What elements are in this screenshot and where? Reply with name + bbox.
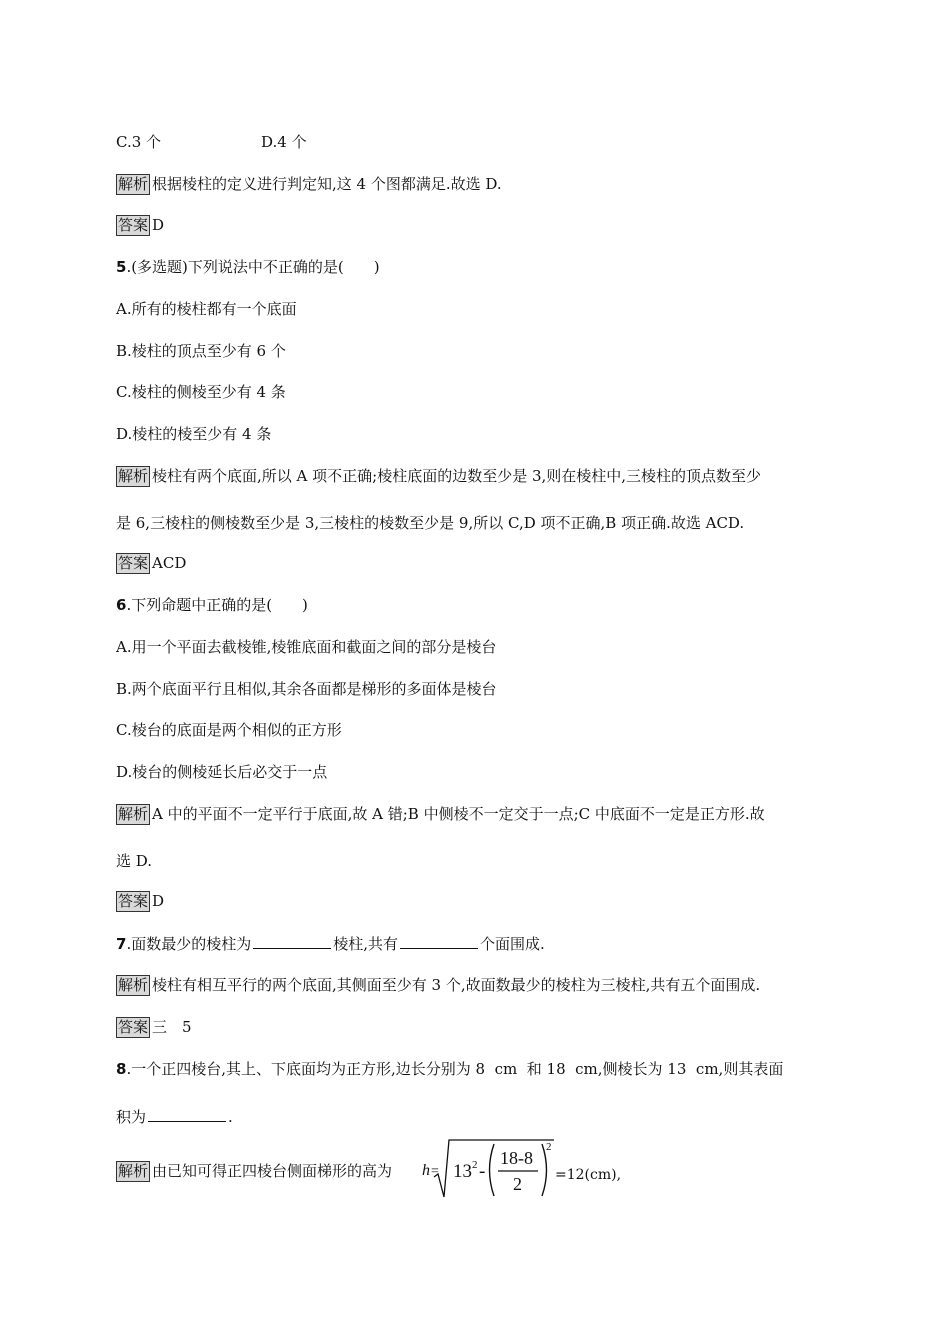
- q5-analysis-line2: 是 6,三棱柱的侧棱数至少是 3,三棱柱的棱数至少是 9,所以 C,D 项不正确,B 项正确.故选 ACD.: [116, 514, 745, 532]
- q8-stem-line2-part2: .: [228, 1108, 233, 1126]
- q6-answer-text: D: [152, 892, 165, 910]
- radical-sign: [434, 1140, 554, 1197]
- answer-tag: 答案: [118, 892, 149, 910]
- q8-stem-line1: .一个正四棱台,其上、下底面均为正方形,边长分别为 8 cm 和 18 cm,侧棱长为 13 cm,则其表面: [126, 1060, 784, 1078]
- q6-answer: [116, 890, 164, 912]
- q8-number: 8: [116, 1060, 127, 1078]
- q5-answer-text: ACD: [152, 554, 187, 572]
- analysis-tag: 解析: [118, 467, 149, 485]
- analysis-tag: 解析: [118, 1162, 149, 1180]
- q7-number: 7: [116, 935, 127, 953]
- analysis-tag: 解析: [118, 805, 149, 823]
- formula-variable: h: [422, 1162, 430, 1179]
- formula-exp: 2: [472, 1159, 478, 1171]
- height-formula: [422, 1137, 642, 1205]
- q7-analysis-text: 棱柱有相互平行的两个底面,其侧面至少有 3 个,故面数最少的棱柱为三棱柱,共有五个面围成.: [152, 976, 761, 994]
- q5-answer: [116, 552, 186, 574]
- q7-answer: [116, 1016, 192, 1038]
- q7-answer-text: 三 5: [152, 1018, 192, 1036]
- answer-tag: 答案: [118, 216, 149, 234]
- q5-option-d: D.棱柱的棱至少有 4 条: [116, 425, 272, 443]
- q6-option-b: B.两个底面平行且相似,其余各面都是梯形的多面体是棱台: [116, 680, 497, 698]
- q4-analysis: [116, 173, 502, 195]
- q5-stem: [116, 256, 380, 278]
- q6-stem-text: .下列命题中正确的是( ): [126, 596, 308, 614]
- q6-analysis-line1: A 中的平面不一定平行于底面,故 A 错;B 中侧棱不一定交于一点;C 中底面不一定是正方形.故: [152, 805, 765, 823]
- q6-option-a: A.用一个平面去截棱锥,棱锥底面和截面之间的部分是棱台: [116, 638, 497, 656]
- q8-analysis: [116, 1160, 392, 1182]
- formula-minus: -: [479, 1161, 486, 1182]
- q5-analysis: [116, 465, 761, 487]
- q8-stem-line2-part1: 积为: [116, 1108, 147, 1126]
- q4-analysis-text: 根据棱柱的定义进行判定知,这 4 个图都满足.故选 D.: [152, 175, 502, 193]
- left-paren: [490, 1144, 495, 1196]
- fill-blank-1[interactable]: [253, 932, 331, 949]
- fill-blank-3[interactable]: [148, 1105, 226, 1122]
- q5-option-c: C.棱柱的侧棱至少有 4 条: [116, 383, 286, 401]
- q6-stem: [116, 594, 308, 616]
- q6-option-c: C.棱台的底面是两个相似的正方形: [116, 721, 342, 739]
- formula-result: =12(cm),: [555, 1167, 622, 1183]
- q8-stem: [116, 1058, 783, 1080]
- q5-analysis-line1: 棱柱有两个底面,所以 A 项不正确;棱柱底面的边数至少是 3,则在棱柱中,三棱柱的顶点数至少: [152, 467, 762, 485]
- formula-numerator: 18-8: [500, 1148, 533, 1168]
- formula-denominator: 2: [513, 1174, 522, 1194]
- q7-analysis: [116, 974, 760, 996]
- q7-stem-part3: 个面围成.: [480, 935, 545, 953]
- q5-number: 5: [116, 258, 127, 276]
- q4-answer: [116, 214, 164, 236]
- formula-outer-exp: 2: [546, 1141, 552, 1153]
- analysis-tag: 解析: [118, 175, 149, 193]
- q8-stem-line2: [116, 1105, 233, 1128]
- formula-base: 13: [453, 1161, 472, 1182]
- q6-analysis-line2: 选 D.: [116, 852, 153, 870]
- q7-stem: [116, 932, 545, 955]
- q6-analysis: [116, 803, 765, 825]
- q6-number: 6: [116, 596, 127, 614]
- q5-option-a: A.所有的棱柱都有一个底面: [116, 300, 297, 318]
- q7-stem-part1: .面数最少的棱柱为: [126, 935, 252, 953]
- q4-answer-text: D: [152, 216, 165, 234]
- analysis-tag: 解析: [118, 976, 149, 994]
- q6-option-d: D.棱台的侧棱延长后必交于一点: [116, 763, 328, 781]
- q7-stem-part2: 棱柱,共有: [333, 935, 398, 953]
- fill-blank-2[interactable]: [400, 932, 478, 949]
- q4-options-row: [116, 131, 307, 153]
- q8-analysis-text: 由已知可得正四棱台侧面梯形的高为: [152, 1162, 393, 1180]
- q5-stem-text: .(多选题)下列说法中不正确的是( ): [126, 258, 380, 276]
- q4-option-d: D.4 个: [261, 133, 307, 151]
- q4-option-c: C.3 个: [116, 133, 162, 151]
- q5-option-b: B.棱柱的顶点至少有 6 个: [116, 342, 286, 360]
- formula-equals: =: [431, 1164, 439, 1179]
- answer-tag: 答案: [118, 1018, 149, 1036]
- answer-tag: 答案: [118, 554, 149, 572]
